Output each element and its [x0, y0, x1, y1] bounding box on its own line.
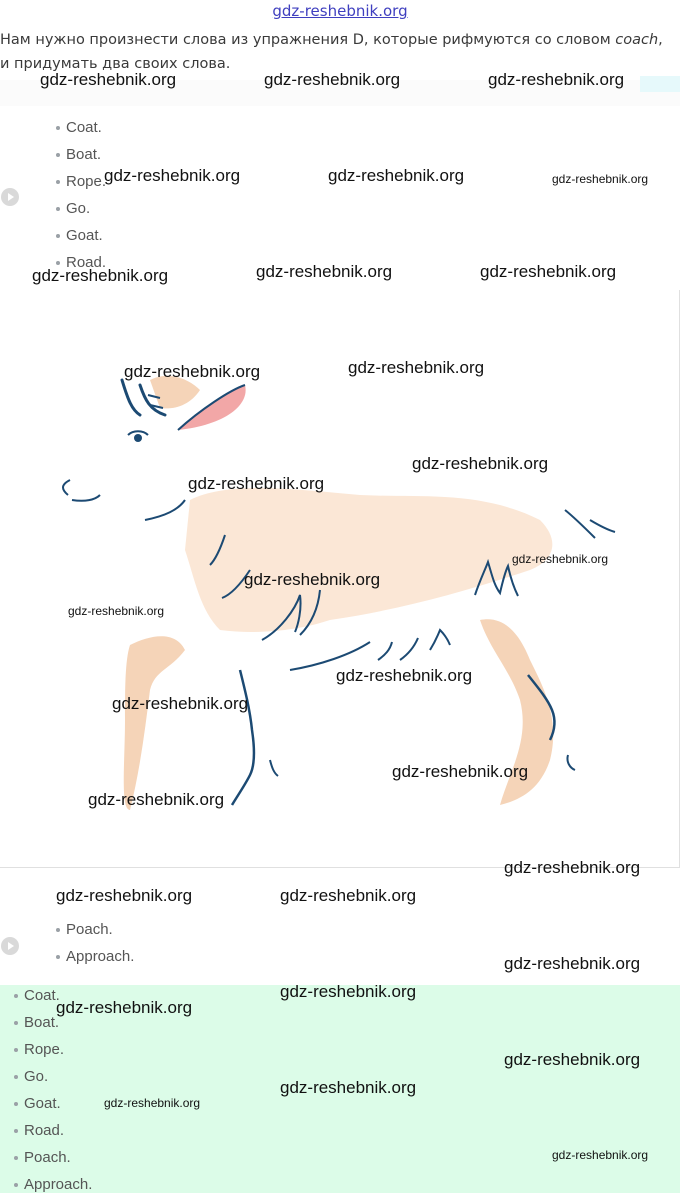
list-item: Rope.	[14, 1036, 92, 1063]
watermark: gdz-reshebnik.org	[256, 262, 393, 281]
watermark: gdz-reshebnik.org	[88, 790, 225, 809]
word-list-2	[56, 916, 134, 970]
list-item: Goat.	[56, 222, 106, 249]
watermark: gdz-reshebnik.org	[104, 1096, 201, 1110]
watermark: gdz-reshebnik.org	[488, 70, 625, 89]
watermark: gdz-reshebnik.org	[328, 166, 465, 185]
list-item: Poach.	[56, 916, 134, 943]
word-list-1	[56, 114, 106, 276]
watermark: gdz-reshebnik.org	[280, 886, 417, 905]
intro-keyword: coach	[615, 32, 659, 48]
intro-text-start: Нам нужно произнести слова из упражнения D, которые рифмуются со словом	[0, 32, 616, 48]
watermark: gdz-reshebnik.org	[504, 954, 641, 973]
watermark: gdz-reshebnik.org	[112, 694, 249, 713]
list-item: Poach.	[14, 1144, 92, 1171]
watermark: gdz-reshebnik.org	[552, 172, 649, 186]
watermark: gdz-reshebnik.org	[412, 454, 549, 473]
list-item: Coat.	[14, 982, 92, 1009]
play-audio-icon[interactable]	[1, 188, 19, 206]
watermark: gdz-reshebnik.org	[68, 604, 165, 618]
watermark: gdz-reshebnik.org	[264, 70, 401, 89]
watermark: gdz-reshebnik.org	[552, 1148, 649, 1162]
watermark: gdz-reshebnik.org	[504, 1050, 641, 1069]
watermark: gdz-reshebnik.org	[348, 358, 485, 377]
watermark: gdz-reshebnik.org	[504, 858, 641, 877]
corner-highlight	[640, 76, 680, 92]
watermark: gdz-reshebnik.org	[336, 666, 473, 685]
list-item: Approach.	[14, 1171, 92, 1198]
list-item: Rope.	[56, 168, 106, 195]
list-item: Road.	[14, 1117, 92, 1144]
watermark: gdz-reshebnik.org	[512, 552, 609, 566]
list-item: Boat.	[56, 141, 106, 168]
intro-text-end: , и придумать два своих слова.	[0, 32, 663, 72]
play-audio-icon[interactable]	[1, 937, 19, 955]
watermark: gdz-reshebnik.org	[40, 70, 177, 89]
watermark: gdz-reshebnik.org	[124, 362, 261, 381]
list-item: Go.	[14, 1063, 92, 1090]
watermark: gdz-reshebnik.org	[104, 166, 241, 185]
list-item: Boat.	[14, 1009, 92, 1036]
watermark: gdz-reshebnik.org	[32, 266, 169, 285]
watermark: gdz-reshebnik.org	[480, 262, 617, 281]
list-item: Coat.	[56, 114, 106, 141]
list-item: Road.	[56, 249, 106, 276]
watermark: gdz-reshebnik.org	[56, 998, 193, 1017]
list-item: Approach.	[56, 943, 134, 970]
watermark: gdz-reshebnik.org	[280, 982, 417, 1001]
watermark: gdz-reshebnik.org	[392, 762, 529, 781]
list-item: Go.	[56, 195, 106, 222]
list-item: Goat.	[14, 1090, 92, 1117]
watermark: gdz-reshebnik.org	[280, 1078, 417, 1097]
watermark: gdz-reshebnik.org	[188, 474, 325, 493]
task-intro	[0, 28, 676, 76]
watermark: gdz-reshebnik.org	[244, 570, 381, 589]
watermark: gdz-reshebnik.org	[56, 886, 193, 905]
site-link[interactable]: gdz-reshebnik.org	[272, 2, 408, 20]
